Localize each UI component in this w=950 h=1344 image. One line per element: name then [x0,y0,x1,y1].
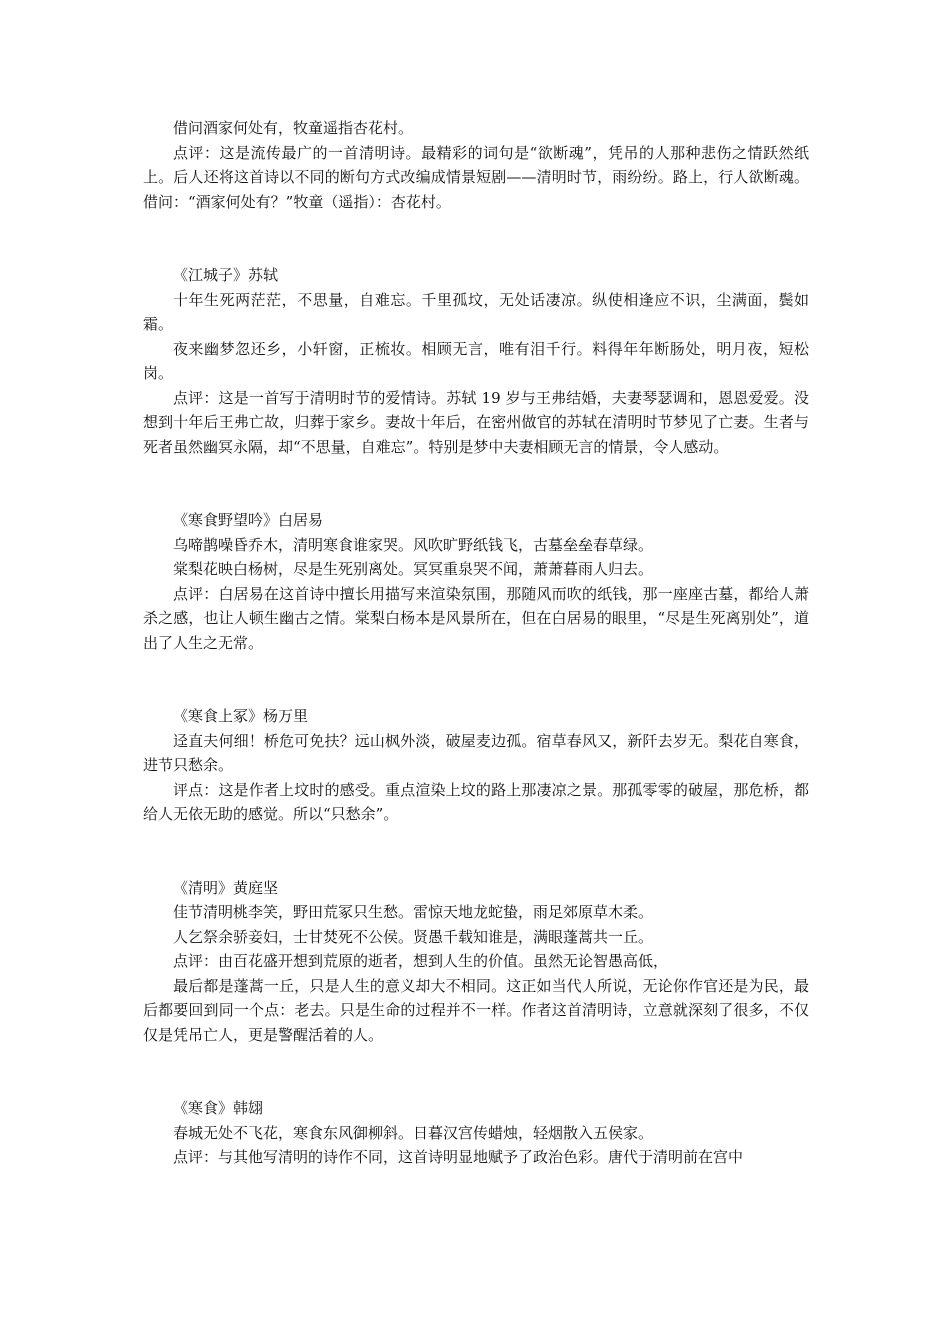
commentary-paragraph: 点评：白居易在这首诗中擅长用描写来渲染氛围，那随风而吹的纸钱，那一座座古墓，都给人萧杀之感，也让人顿生幽古之情。棠梨白杨本是风景所在，但在白居易的眼里，“尽是生死离别处”，道出了人生之无常。 [143,584,809,652]
section-gap [143,1047,809,1096]
poem-line: 借问酒家何处有，牧童遥指杏花村。 [173,119,414,137]
poem-line: 人乞祭余骄妾妇，士甘焚死不公侯。贤愚千载知谁是，满眼蓬蒿共一丘。 [173,927,654,946]
poem-section [143,116,809,214]
section-gap [143,827,809,876]
poem-line: 十年生死两茫茫，不思量，自难忘。千里孤坟，无处话凄凉。纵使相逢应不识，尘满面，鬓如霜。 [143,290,809,333]
commentary-paragraph: 点评：这是一首写于清明时节的爱情诗。苏轼 19 岁与王弗结婚，夫妻琴瑟调和，恩恩爱爱。没想到十年后王弗亡故，归葬于家乡。妻故十年后，在密州做官的苏轼在清明时节梦见了亡妻。生者与死者虽然幽冥永隔，却“不思量，自难忘”。特别是梦中夫妻相顾无言的情景，令人感动。 [143,388,809,456]
poem-section [143,1096,809,1170]
poem-section [143,704,809,827]
commentary-paragraph: 点评：由百花盛开想到荒原的逝者，想到人生的价值。虽然无论智愚高低， [173,952,669,970]
commentary-paragraph: 点评：这是流传最广的一首清明诗。最精彩的词句是“欲断魂”，凭吊的人那种悲伤之情跃然纸上。后人还将这首诗以不同的断句方式改编成情景短剧——清明时节，雨纷纷。路上，行人欲断魂。借问：“酒家何处有？”牧童（遥指）：杏花村。 [143,143,809,211]
document-page [143,116,809,1170]
poem-line: 春城无处不飞花，寒食东风御柳斜。日暮汉宫传蜡烛，轻烟散入五侯家。 [173,1123,654,1142]
section-gap [143,655,809,704]
poem-title: 《寒食上冢》杨万里 [173,707,309,725]
section-gap [143,459,809,508]
commentary-paragraph: 点评：与其他写清明的诗作不同，这首诗明显地赋予了政治色彩。唐代于清明前在宫中 [173,1148,744,1166]
poem-title: 《江城子》苏轼 [173,266,279,284]
poem-line: 乌啼鹊噪昏乔木，清明寒食谁家哭。风吹旷野纸钱飞，古墓垒垒春草绿。 [173,535,654,554]
poem-line: 迳直夫何细！桥危可免扶？远山枫外淡，破屋麦边孤。宿草春风又，新阡去岁无。梨花自寒食，进节只愁余。 [143,731,809,774]
section-gap [143,214,809,263]
poem-title: 《寒食野望吟》白居易 [173,511,324,529]
poem-section [143,508,809,655]
poem-section [143,876,809,1048]
poem-title: 《寒食》韩翃 [173,1099,264,1117]
poem-line: 棠梨花映白杨树，尽是生死别离处。冥冥重泉哭不闻，萧萧暮雨人归去。 [173,560,654,578]
poem-title: 《清明》黄庭坚 [173,878,279,897]
commentary-paragraph: 评点：这是作者上坟时的感受。重点渲染上坟的路上那凄凉之景。那孤零零的破屋，那危桥，都给人无依无助的感觉。所以“只愁余”。 [143,780,809,823]
poem-line: 夜来幽梦忽还乡，小轩窗，正梳妆。相顾无言，唯有泪千行。料得年年断肠处，明月夜，短松岗。 [143,339,809,382]
commentary-paragraph: 最后都是蓬蒿一丘，只是人生的意义却大不相同。这正如当代人所说，无论你作官还是为民，最后都要回到同一个点：老去。只是生命的过程并不一样。作者这首清明诗，立意就深刻了很多，不仅仅是凭吊亡人，更是警醒活着的人。 [143,976,809,1044]
poem-section [143,263,809,459]
poem-line: 佳节清明桃李笑，野田荒冢只生愁。雷惊天地龙蛇蛰，雨足郊原草木柔。 [173,903,654,921]
